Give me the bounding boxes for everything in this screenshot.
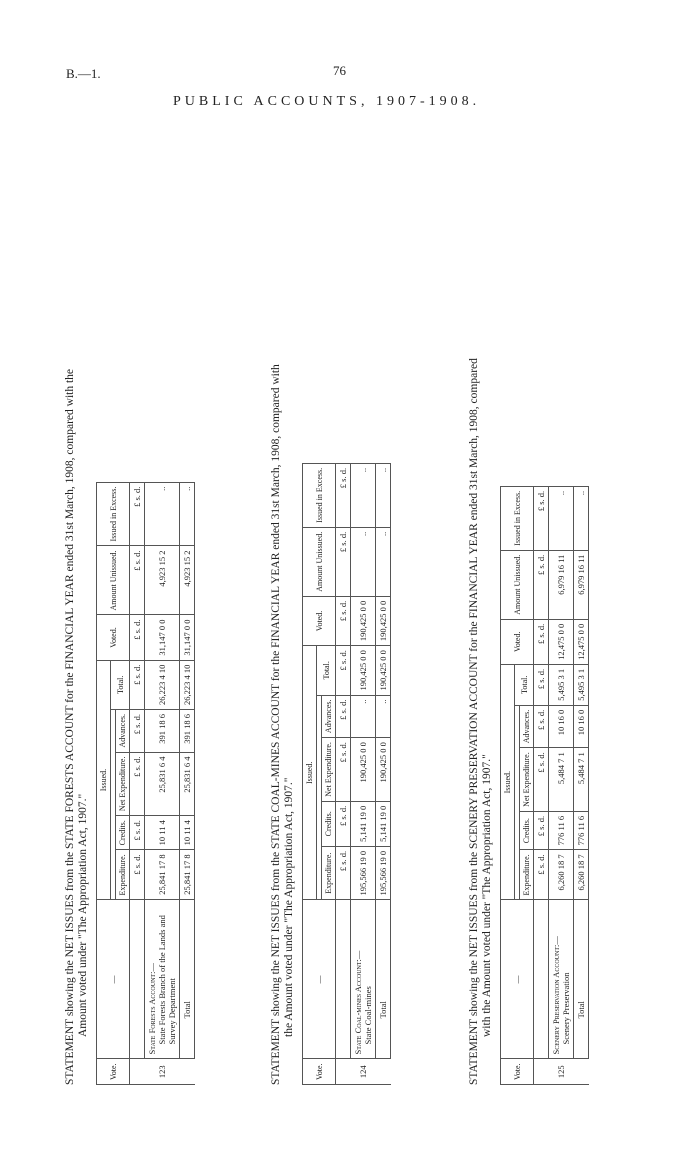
statement-heading: STATEMENT showing the NET ISSUES from the STATE COAL-MINES ACCOUNT for the FINANCIAL YEAR ended 31st March, 1908, compared with the Amount voted under "The Appropriation Act, 1907.": [270, 364, 295, 1085]
table-cell: 6,260 18 7: [574, 850, 589, 900]
table-cell: £ s. d.: [130, 816, 145, 850]
col-vote: Vote.: [501, 1059, 534, 1085]
col-net-expenditure: Net Expenditure.: [116, 752, 130, 816]
table-cell: 10 11 4: [145, 816, 180, 850]
table-cell: ..: [376, 695, 391, 738]
statement-block: [64, 369, 195, 1085]
item-name: State Forests Branch of the Lands and Survey Department: [157, 915, 177, 1045]
table-cell: 4,923 15 2: [180, 546, 195, 615]
table-cell: 190,425 0 0: [376, 646, 391, 695]
table-cell: £ s. d.: [336, 527, 351, 596]
col-advances: Advances.: [322, 695, 336, 738]
table-cell: £ s. d.: [534, 748, 549, 812]
col-advances: Advances.: [520, 705, 534, 748]
col-total: Total.: [317, 646, 336, 695]
col-amount-unissued: Amount Unissued.: [97, 546, 130, 615]
table-cell: 25,831 6 4: [180, 752, 195, 816]
total-row: [180, 482, 195, 1084]
table-cell: [336, 900, 351, 1059]
table-cell: £ s. d.: [336, 646, 351, 695]
col-expenditure: Expenditure.: [520, 850, 534, 900]
table-cell: 31,147 0 0: [145, 615, 180, 660]
col-credits: Credits.: [116, 816, 130, 850]
table-cell: £ s. d.: [130, 709, 145, 752]
table-cell: £ s. d.: [130, 752, 145, 816]
table-cell: 195,566 19 0: [351, 846, 376, 900]
table-cell: ..: [351, 695, 376, 738]
table-cell: £ s. d.: [130, 546, 145, 615]
table-cell: £ s. d.: [336, 695, 351, 738]
table-cell: 10 16 0: [574, 705, 589, 748]
table-row: [145, 482, 180, 1084]
table-cell: 26,223 4 10: [180, 660, 195, 709]
col-issued-in-excess: Issued in Excess.: [501, 486, 534, 550]
col-issued: Issued.: [303, 646, 317, 900]
table-row: [351, 463, 376, 1084]
table-cell: Total: [376, 900, 391, 1059]
col-credits: Credits.: [322, 801, 336, 846]
table-cell: 5,141 19 0: [376, 801, 391, 846]
table-cell: [549, 900, 574, 1059]
account-name: State Forests Account:—: [147, 963, 157, 1055]
table-cell: £ s. d.: [534, 486, 549, 550]
table-cell: 190,425 0 0: [351, 738, 376, 802]
table-cell: £ s. d.: [534, 811, 549, 849]
table-cell: £ s. d.: [130, 615, 145, 660]
table-cell: 391 18 6: [145, 709, 180, 752]
col-vote: Vote.: [97, 1059, 130, 1085]
table-cell: £ s. d.: [336, 596, 351, 645]
table-cell: [534, 900, 549, 1059]
col-description: —: [97, 900, 130, 1059]
table-cell: 6,979 16 11: [549, 550, 574, 619]
table-cell: £ s. d.: [130, 660, 145, 709]
col-issued-in-excess: Issued in Excess.: [303, 463, 336, 527]
table-cell: £ s. d.: [534, 550, 549, 619]
table-cell: £ s. d.: [336, 801, 351, 846]
table-cell: [130, 900, 145, 1059]
statement-block: [468, 358, 589, 1085]
table-cell: £ s. d.: [130, 482, 145, 546]
page-number: 76: [333, 63, 346, 78]
table-cell: 5,484 7 1: [549, 748, 574, 812]
table-cell: 6,260 18 7: [549, 850, 574, 900]
table-cell: Total: [574, 900, 589, 1059]
table-cell: 31,147 0 0: [180, 615, 195, 660]
table-cell: 190,425 0 0: [376, 596, 391, 645]
table-cell: 25,831 6 4: [145, 752, 180, 816]
table-cell: 190,425 0 0: [351, 596, 376, 645]
table-cell: Total: [180, 900, 195, 1059]
col-issued: Issued.: [501, 664, 515, 900]
table-cell: 12,475 0 0: [574, 619, 589, 664]
col-issued-in-excess: Issued in Excess.: [97, 482, 130, 546]
table-cell: £ s. d.: [534, 850, 549, 900]
table-cell: ..: [351, 527, 376, 596]
table-cell: 5,495 3 1: [549, 664, 574, 705]
page-title: PUBLIC ACCOUNTS, 1907-1908.: [173, 94, 481, 109]
table-cell: 195,566 19 0: [376, 846, 391, 900]
vote-number: 124: [336, 1059, 391, 1085]
table-cell: 4,923 15 2: [145, 546, 180, 615]
table-cell: £ s. d.: [336, 463, 351, 527]
table-cell: 10 16 0: [549, 705, 574, 748]
col-net-expenditure: Net Expenditure.: [520, 748, 534, 812]
col-voted: Voted.: [303, 596, 336, 645]
table-cell: [145, 900, 180, 1059]
account-name: Scenery Preservation Account:—: [551, 936, 561, 1055]
table-cell: ..: [145, 482, 180, 546]
item-name: Scenery Preservation: [561, 972, 571, 1045]
col-credits: Credits.: [520, 811, 534, 849]
col-net-expenditure: Net Expenditure.: [322, 738, 336, 802]
table-cell: 26,223 4 10: [145, 660, 180, 709]
statement-table: [500, 486, 589, 1085]
table-cell: 776 11 6: [574, 811, 589, 849]
table-cell: 190,425 0 0: [376, 738, 391, 802]
table-cell: £ s. d.: [130, 850, 145, 900]
table-cell: £ s. d.: [534, 664, 549, 705]
vote-number: 123: [130, 1059, 195, 1085]
table-cell: £ s. d.: [336, 738, 351, 802]
col-amount-unissued: Amount Unissued.: [303, 527, 336, 596]
col-expenditure: Expenditure.: [322, 846, 336, 900]
col-expenditure: Expenditure.: [116, 850, 130, 900]
table-cell: 5,495 3 1: [574, 664, 589, 705]
vote-number: 125: [534, 1059, 589, 1085]
col-voted: Voted.: [501, 619, 534, 664]
statement-table: [302, 463, 391, 1085]
table-cell: 6,979 16 11: [574, 550, 589, 619]
account-name: State Coal-mines Account:—: [353, 950, 363, 1055]
table-cell: 10 11 4: [180, 816, 195, 850]
document-code: B.—1.: [66, 66, 101, 81]
table-cell: 5,141 19 0: [351, 801, 376, 846]
col-amount-unissued: Amount Unissued.: [501, 550, 534, 619]
table-cell: 391 18 6: [180, 709, 195, 752]
table-cell: ..: [549, 486, 574, 550]
table-cell: 25,841 17 8: [145, 850, 180, 900]
table-cell: [351, 900, 376, 1059]
table-cell: £ s. d.: [534, 705, 549, 748]
col-total: Total.: [111, 660, 130, 709]
table-cell: £ s. d.: [534, 619, 549, 664]
col-description: —: [501, 900, 534, 1059]
table-cell: ..: [376, 463, 391, 527]
total-row: [574, 486, 589, 1084]
col-vote: Vote.: [303, 1059, 336, 1085]
col-total: Total.: [515, 664, 534, 705]
table-cell: 12,475 0 0: [549, 619, 574, 664]
item-name: State Coal-mines: [363, 986, 373, 1045]
statement-heading: STATEMENT showing the NET ISSUES from the SCENERY PRESERVATION ACCOUNT for the FINANCIAL YEAR ended 31st March, 1908, compared with the Amount voted under "The Appropriation Act, 1907.": [468, 358, 493, 1085]
table-cell: 776 11 6: [549, 811, 574, 849]
col-issued: Issued.: [97, 660, 111, 900]
col-description: —: [303, 900, 336, 1059]
table-cell: ..: [574, 486, 589, 550]
statement-table: [96, 482, 195, 1085]
statement-block: [270, 364, 391, 1085]
table-cell: 5,484 7 1: [574, 748, 589, 812]
statement-heading: STATEMENT showing the NET ISSUES from the STATE FORESTS ACCOUNT for the FINANCIAL YEAR ended 31st March, 1908, compared with the Amount voted under "The Appropriation Act, 1907.": [64, 368, 89, 1085]
table-row: [549, 486, 574, 1084]
table-cell: 25,841 17 8: [180, 850, 195, 900]
col-advances: Advances.: [116, 709, 130, 752]
table-cell: ..: [180, 482, 195, 546]
table-cell: £ s. d.: [336, 846, 351, 900]
table-cell: ..: [351, 463, 376, 527]
total-row: [376, 463, 391, 1084]
table-cell: 190,425 0 0: [351, 646, 376, 695]
table-cell: ..: [376, 527, 391, 596]
col-voted: Voted.: [97, 615, 130, 660]
